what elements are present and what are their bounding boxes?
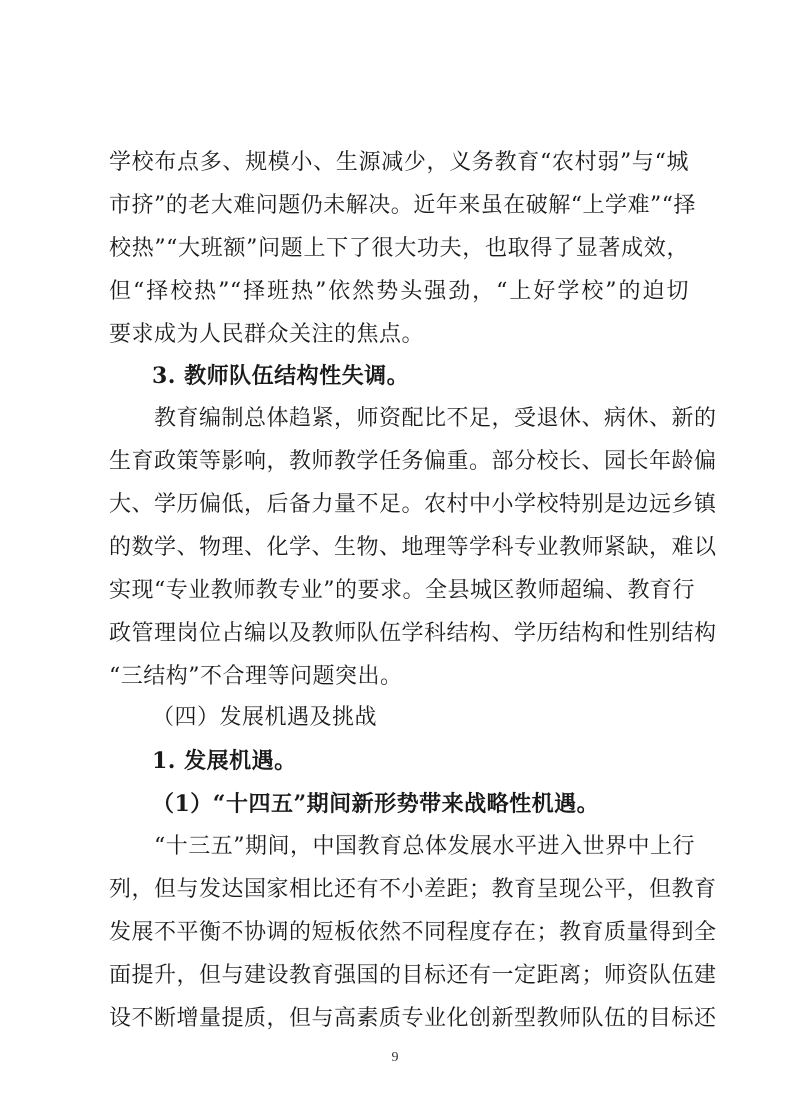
section-heading: （四）发展机遇及挑战 (152, 705, 378, 730)
paragraph-line: “三结构”不合理等问题突出。 (109, 664, 403, 689)
paragraph-line: 的数学、物理、化学、生物、地理等学科专业教师紧缺，难以 (109, 535, 717, 560)
paragraph-line: 政管理岗位占编以及教师队伍学科结构、学历结构和性别结构 (109, 621, 717, 646)
paragraph-line: 但“择校热”“择班热”依然势头强劲，“上好学校”的迫切 (109, 279, 689, 304)
paragraph-line: 大、学历偏低，后备力量不足。农村中小学校特别是边远乡镇 (109, 492, 717, 517)
section-heading: 3. 教师队伍结构性失调。 (152, 363, 410, 389)
paragraph-line: 设不断增量提质，但与高素质专业化创新型教师队伍的目标还 (109, 1006, 717, 1031)
paragraph-line: 学校布点多、规模小、生源减少，义务教育“农村弱”与“城 (109, 150, 689, 175)
paragraph-line: “十三五”期间，中国教育总体发展水平进入世界中上行 (109, 834, 695, 859)
subsection-heading: （1）“十四五”期间新形势带来战略性机遇。 (152, 791, 600, 817)
page-number: 9 (391, 1050, 399, 1065)
paragraph-line: 面提升，但与建设教育强国的目标还有一定距离；师资队伍建 (109, 963, 717, 988)
paragraph-line: 实现“专业教师教专业”的要求。全县城区教师超编、教育行 (109, 578, 695, 603)
paragraph-line: 校热”“大班额”问题上下了很大功夫，也取得了显著成效， (109, 236, 689, 261)
paragraph-line: 要求成为人民群众关注的焦点。 (109, 322, 425, 347)
paragraph-line: 生育政策等影响，教师教学任务偏重。部分校长、园长年龄偏 (109, 449, 717, 474)
paragraph-line: 教育编制总体趋紧，师资配比不足，受退休、病休、新的 (109, 406, 717, 431)
paragraph-line: 列，但与发达国家相比还有不小差距；教育呈现公平，但教育 (109, 877, 717, 902)
subsection-heading: 1. 发展机遇。 (152, 748, 297, 774)
paragraph-line: 市挤”的老大难问题仍未解决。近年来虽在破解“上学难”“择 (109, 193, 696, 218)
paragraph-line: 发展不平衡不协调的短板依然不同程度存在；教育质量得到全 (109, 920, 717, 945)
